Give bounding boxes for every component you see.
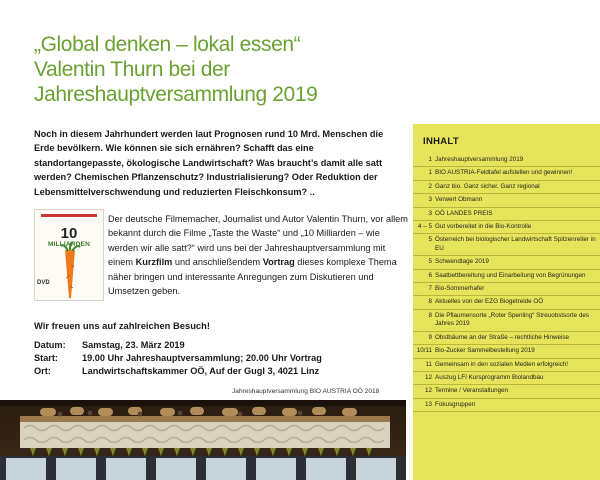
toc-item[interactable] — [413, 256, 600, 269]
toc-item-label: Termine / Veranstaltungen — [435, 387, 509, 395]
toc-page-number: 10/11 — [416, 347, 432, 355]
toc-page-number: 2 — [428, 182, 432, 190]
article-title — [34, 32, 317, 107]
poster-word: MILLIARDEN — [47, 241, 91, 248]
toc-item[interactable] — [413, 332, 600, 345]
toc-page-number: 5 — [428, 258, 432, 266]
invite-line: Wir freuen uns auf zahlreichen Besuch! — [34, 320, 210, 331]
toc-item-label: Fokusgruppen — [435, 400, 476, 408]
toc-item[interactable] — [413, 385, 600, 398]
detail-value: 19.00 Uhr Jahreshauptversammlung; 20.00 Uhr Vortrag — [82, 353, 322, 364]
toc-item[interactable] — [413, 359, 600, 372]
detail-row-date — [34, 339, 322, 352]
toc-list — [413, 154, 600, 412]
toc-item-label: Bio-Sommerhafer — [435, 285, 485, 293]
carrot-illustration — [35, 210, 103, 300]
detail-row-start — [34, 352, 322, 365]
toc-item[interactable] — [413, 372, 600, 385]
film-paragraph — [108, 212, 408, 298]
toc-page-number: 3 — [428, 209, 432, 217]
detail-key: Start: — [34, 353, 58, 364]
toc-page-number: 5 — [428, 236, 432, 244]
assembly-hall-photo — [0, 400, 406, 480]
film-text-bold-kurzfilm: Kurzfilm — [135, 257, 173, 268]
detail-key: Ort: — [34, 366, 51, 377]
detail-row-location — [34, 365, 322, 378]
toc-item[interactable] — [413, 345, 600, 358]
toc-item-label: OÖ LANDES PREIS — [435, 209, 493, 217]
toc-item[interactable] — [413, 270, 600, 283]
title-line-2: Valentin Thurn bei der — [34, 58, 230, 81]
detail-key: Datum: — [34, 340, 66, 350]
toc-page-number: 3 — [428, 196, 432, 204]
poster-number: 10 — [60, 225, 78, 242]
movie-poster-image — [34, 209, 104, 301]
toc-item-label: Auszug LFI Kursprogramm Biolandbau — [435, 373, 544, 381]
toc-item-label: Schwendtage 2019 — [435, 258, 489, 266]
toc-item[interactable] — [413, 181, 600, 194]
table-of-contents-sidebar — [413, 124, 600, 480]
detail-value: Samstag, 23. März 2019 — [82, 340, 185, 350]
film-text-part-3: dieses komplexe Thema näher bringen und interessante Anregungen zum Diskutieren und Umsetzen geben. — [108, 257, 397, 297]
toc-page-number: 11 — [425, 360, 432, 368]
toc-item[interactable] — [413, 167, 600, 180]
hall-photo-illustration — [0, 400, 406, 480]
toc-page-number: 12 — [424, 373, 432, 381]
toc-page-number: 12 — [424, 387, 432, 395]
title-line-1: „Global denken – lokal essen“ — [34, 33, 301, 56]
film-text-bold-vortrag: Vortrag — [262, 257, 295, 268]
toc-item-label: Die Pflaumensorte „Roter Spenling“ Streuobstsorte des Jahres 2019 — [435, 311, 590, 328]
event-details — [34, 339, 322, 379]
detail-value: Landwirtschaftskammer OÖ, Auf der Gugl 3, 4021 Linz — [82, 366, 320, 377]
toc-item[interactable] — [413, 208, 600, 221]
film-text-part-1: Der deutsche Filmemacher, Journalist und Autor Valentin Thurn, vor allem bekannt durch die Filme „Taste the Waste“ und „10 Milliarden – wie werden wir alle satt?“ wird uns bei der Jahreshauptversammlung mit einem — [108, 214, 408, 268]
toc-item-label: Gut vorbereitet in die Bio-Kontrolle — [435, 223, 532, 231]
dvd-label: DVD — [37, 280, 50, 286]
toc-page-number: 1 — [428, 169, 432, 177]
toc-item-label: Österreich bei biologischer Landwirtschaft Spitzenreiter in EU — [435, 236, 596, 252]
toc-item-label: Verwert Obmann — [435, 196, 483, 204]
toc-page-number: 6 — [428, 271, 432, 279]
toc-page-number: 13 — [424, 400, 432, 408]
toc-item-label: Gemeinsam in den sozialen Medien erfolgreich! — [435, 360, 569, 368]
toc-item-label: Jahreshauptversammlung 2019 — [435, 156, 524, 163]
toc-page-number: 8 — [428, 311, 432, 319]
film-text-part-2: und anschließendem — [172, 257, 263, 268]
toc-item-label: Obstbäume an der Straße – rechtliche Hinweise — [435, 333, 570, 341]
toc-item-label: BIO AUSTRIA-Feldtafel aufstellen und gewinnen! — [435, 169, 573, 177]
toc-item[interactable] — [413, 310, 600, 332]
toc-item[interactable] — [413, 154, 600, 167]
toc-title: INHALT — [423, 136, 459, 147]
toc-page-number: 1 — [428, 156, 432, 163]
toc-item-label: Bio-Zucker Sammelbestellung 2019 — [435, 347, 535, 355]
toc-item[interactable] — [413, 194, 600, 207]
toc-item[interactable] — [413, 283, 600, 296]
toc-item[interactable] — [413, 399, 600, 412]
intro-paragraph: Noch in diesem Jahrhundert werden laut Prognosen rund 10 Mrd. Menschen die Erde bevölkern. Wie können sie sich ernähren? Schafft das eine standortangepasste, ökologische Landwirtschaft? Was braucht’s damit alle satt werden? Chemischen Pflanzenschutz? Industrialisierung? Oder Reduktion der Lebensmittelverschwendung und reduzierten Fleischkonsum? .. — [34, 129, 384, 197]
toc-page-number: 9 — [428, 333, 432, 341]
toc-item-label: Saatbettbereitung und Einarbeitung von Begrünungen — [435, 271, 586, 279]
toc-item-label: Aktuelles von der EZG Biogetreide OÖ — [435, 298, 544, 306]
toc-item[interactable] — [413, 234, 600, 256]
title-line-3: Jahreshauptversammlung 2019 — [34, 83, 318, 106]
toc-page-number: 4 – 5 — [417, 223, 432, 231]
toc-page-number: 8 — [428, 298, 432, 306]
toc-item-label: Ganz bio. Ganz sicher. Ganz regional — [435, 182, 540, 190]
toc-item[interactable] — [413, 296, 600, 309]
toc-item[interactable] — [413, 221, 600, 234]
photo-caption: Jahreshauptversammlung BIO AUSTRIA OÖ 2018 — [232, 388, 380, 395]
toc-page-number: 7 — [428, 285, 432, 293]
